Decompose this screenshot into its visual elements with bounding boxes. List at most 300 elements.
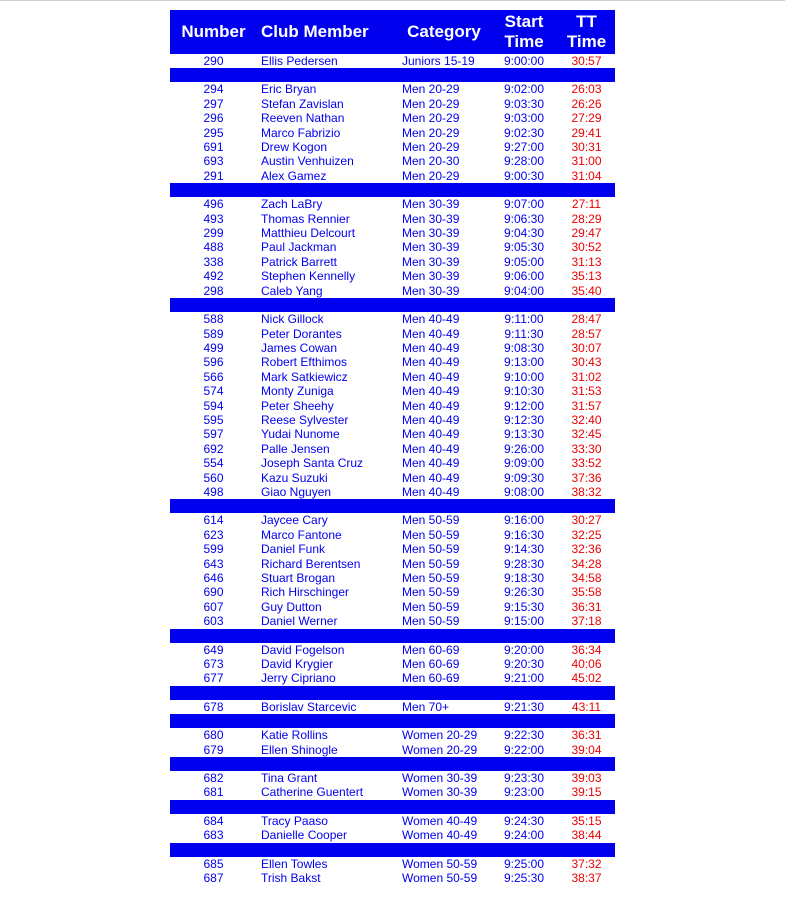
rider-tt-time: 26:03 [571,82,602,97]
separator-bar [170,298,615,312]
rider-start-time: 9:02:30 [503,125,545,140]
table-row [170,355,615,369]
rider-start-time: 9:02:00 [503,82,545,97]
rider-number: 680 [203,728,224,743]
rider-number: 291 [203,168,224,183]
rider-number: 493 [203,211,224,226]
rider-name: Daniel Funk [261,542,326,557]
rider-number: 690 [203,585,224,600]
rider-start-time: 9:09:00 [503,456,545,471]
rider-number: 681 [203,785,224,800]
table-row [170,828,615,842]
header-tt-line1: TT [576,12,597,31]
rider-tt-time: 37:36 [571,470,602,485]
table-header [170,10,615,54]
rider-category: Men 60-69 [402,642,460,657]
rider-tt-time: 30:31 [571,140,602,155]
rider-start-time: 9:21:30 [503,699,545,714]
table-row [170,557,615,571]
table-body [170,54,615,886]
rider-name: Caleb Yang [261,283,323,298]
rider-name: Eric Bryan [261,82,317,97]
rider-start-time: 9:04:30 [503,226,545,241]
rider-name: Tracy Paaso [261,813,328,828]
group-separator [170,499,615,513]
rider-number: 294 [203,82,224,97]
table-row [170,312,615,326]
table-row [170,384,615,398]
rider-name: Joseph Santa Cruz [261,456,364,471]
rider-start-time: 9:28:00 [503,154,545,169]
rider-name: Robert Efthimos [261,355,348,370]
table-row [170,284,615,298]
rider-category: Men 50-59 [402,585,460,600]
rider-name: Rich Hirschinger [261,585,350,600]
rider-tt-time: 30:57 [571,54,602,68]
header-row [170,10,615,54]
rider-tt-time: 38:37 [571,871,602,886]
table-row [170,154,615,168]
rider-number: 673 [203,657,224,672]
rider-category: Women 20-29 [402,728,478,743]
rider-category: Men 30-39 [402,211,460,226]
rider-category: Men 40-49 [402,456,460,471]
rider-category: Men 40-49 [402,384,460,399]
separator-bar [170,499,615,513]
table-row [170,169,615,183]
rider-category: Women 40-49 [402,813,478,828]
rider-start-time: 9:20:30 [503,657,545,672]
rider-number: 693 [203,154,224,169]
header-tt-time [558,10,615,54]
rider-tt-time: 39:03 [571,771,602,786]
rider-start-time: 9:18:30 [503,571,545,585]
rider-tt-time: 28:47 [571,312,602,327]
rider-start-time: 9:23:00 [503,785,545,800]
rider-start-time: 9:24:00 [503,828,545,843]
rider-category: Women 20-29 [402,742,478,757]
rider-number: 679 [203,742,224,757]
rider-tt-time: 33:52 [571,456,602,471]
rider-tt-time: 39:04 [571,742,602,757]
rider-start-time: 9:26:00 [503,441,545,456]
rider-name: Katie Rollins [261,728,328,743]
table-row [170,456,615,470]
rider-tt-time: 34:28 [571,556,602,571]
rider-number: 599 [203,542,224,557]
rider-category: Men 20-29 [402,111,460,126]
table-row [170,82,615,96]
rider-number: 299 [203,226,224,241]
table-row [170,269,615,283]
rider-start-time: 9:15:30 [503,599,545,614]
rider-tt-time: 35:58 [571,585,602,600]
table-row [170,600,615,614]
rider-name: Drew Kogon [261,140,328,155]
rider-name: Ellen Towles [261,856,328,871]
rider-tt-time: 37:32 [571,856,602,871]
rider-tt-time: 31:04 [571,168,602,183]
rider-category: Women 40-49 [402,828,478,843]
rider-start-time: 9:22:00 [503,742,545,757]
header-start-line1: Start [504,12,544,31]
rider-category: Men 20-30 [402,154,460,169]
rider-number: 685 [203,856,224,871]
table-row [170,671,615,685]
rider-tt-time: 45:02 [571,671,602,686]
rider-number: 684 [203,813,224,828]
rider-category: Men 50-59 [402,513,460,528]
rider-tt-time: 38:44 [571,828,602,843]
rider-category: Women 30-39 [402,771,478,786]
rider-category: Men 20-29 [402,140,460,155]
rider-category: Men 20-29 [402,168,460,183]
table-row [170,814,615,828]
rider-category: Men 40-49 [402,355,460,370]
rider-number: 597 [203,427,224,442]
header-start-time [490,10,558,54]
rider-start-time: 9:25:30 [503,871,545,886]
table-row [170,585,615,599]
rider-name: Guy Dutton [261,599,322,614]
rider-start-time: 9:13:00 [503,355,545,370]
rider-name: Tina Grant [261,771,318,786]
rider-start-time: 9:21:00 [503,671,545,686]
separator-bar [170,183,615,197]
rider-name: Trish Bakst [261,871,321,886]
group-separator [170,183,615,197]
rider-tt-time: 39:15 [571,785,602,800]
rider-category: Men 20-29 [402,96,460,111]
rider-category: Men 20-29 [402,82,460,97]
rider-number: 588 [203,312,224,327]
group-separator [170,298,615,312]
separator-bar [170,757,615,771]
rider-category: Men 40-49 [402,326,460,341]
rider-start-time: 9:07:00 [503,197,545,212]
rider-name: Jaycee Cary [261,513,328,528]
rider-name: David Krygier [261,657,334,672]
rider-tt-time: 31:13 [571,254,602,269]
rider-number: 614 [203,513,224,528]
table-row [170,513,615,527]
rider-category: Men 70+ [402,699,450,714]
rider-name: Giao Nguyen [261,484,332,499]
rider-name: Ellis Pedersen [261,54,338,68]
rider-start-time: 9:06:30 [503,211,545,226]
table-row [170,728,615,742]
rider-name: Marco Fabrizio [261,125,341,140]
rider-number: 649 [203,642,224,657]
rider-tt-time: 32:45 [571,427,602,442]
rider-name: Monty Zuniga [261,384,334,399]
rider-number: 643 [203,556,224,571]
table-row [170,97,615,111]
rider-tt-time: 40:06 [571,657,602,672]
rider-number: 295 [203,125,224,140]
group-separator [170,800,615,814]
rider-category: Men 40-49 [402,412,460,427]
rider-number: 589 [203,326,224,341]
table-row [170,857,615,871]
rider-name: Richard Berentsen [261,556,361,571]
table-row [170,413,615,427]
rider-number: 682 [203,771,224,786]
rider-name: James Cowan [261,340,338,355]
rider-name: Paul Jackman [261,240,337,255]
separator-bar [170,843,615,857]
rider-tt-time: 32:40 [571,412,602,427]
rider-name: Borislav Starcevic [261,699,357,714]
rider-tt-time: 26:26 [571,96,602,111]
rider-name: Stefan Zavislan [261,96,344,111]
header-number: Number [170,10,257,54]
rider-number: 595 [203,412,224,427]
rider-tt-time: 27:11 [571,197,602,212]
table-row [170,126,615,140]
rider-tt-time: 31:57 [571,398,602,413]
rider-tt-time: 36:31 [571,599,602,614]
table-row [170,871,615,885]
table-row [170,542,615,556]
rider-category: Men 50-59 [402,556,460,571]
rider-name: Yudai Nunome [261,427,340,442]
table-row [170,528,615,542]
rider-category: Men 50-59 [402,599,460,614]
group-separator [170,843,615,857]
header-category: Category [398,10,490,54]
rider-number: 603 [203,614,224,629]
rider-name: Peter Sheehy [261,398,334,413]
table-row [170,341,615,355]
rider-number: 594 [203,398,224,413]
rider-category: Men 60-69 [402,671,460,686]
table-row [170,111,615,125]
header-tt-line2: Time [566,32,607,51]
rider-category: Men 40-49 [402,427,460,442]
rider-category: Men 40-49 [402,312,460,327]
rider-category: Men 40-49 [402,484,460,499]
separator-bar [170,68,615,82]
table-row [170,226,615,240]
rider-number: 692 [203,441,224,456]
rider-name: Mark Satkiewicz [261,369,348,384]
rider-tt-time: 31:00 [571,154,602,169]
group-separator [170,68,615,82]
results-table [170,10,615,886]
rider-number: 596 [203,355,224,370]
rider-tt-time: 28:29 [571,211,602,226]
rider-start-time: 9:24:30 [503,813,545,828]
table-row [170,427,615,441]
rider-tt-time: 30:43 [571,355,602,370]
rider-number: 488 [203,240,224,255]
rider-number: 554 [203,456,224,471]
rider-number: 297 [203,96,224,111]
group-separator [170,757,615,771]
rider-name: Jerry Cipriano [261,671,336,686]
rider-name: Stuart Brogan [261,571,336,585]
table-row [170,399,615,413]
rider-tt-time: 29:47 [571,226,602,241]
rider-start-time: 9:23:30 [503,771,545,786]
rider-category: Men 50-59 [402,527,460,542]
table-row [170,212,615,226]
rider-category: Juniors 15-19 [402,54,475,68]
rider-name: Patrick Barrett [261,254,338,269]
top-border [0,0,785,1]
rider-start-time: 9:28:30 [503,556,545,571]
rider-tt-time: 31:02 [571,369,602,384]
rider-tt-time: 36:31 [571,728,602,743]
rider-tt-time: 35:40 [571,283,602,298]
rider-category: Men 30-39 [402,269,460,284]
rider-start-time: 9:22:30 [503,728,545,743]
separator-bar [170,686,615,700]
rider-tt-time: 32:36 [571,542,602,557]
rider-start-time: 9:11:30 [504,326,544,341]
rider-name: Matthieu Delcourt [261,226,356,241]
rider-start-time: 9:15:00 [503,614,545,629]
rider-tt-time: 43:11 [571,699,602,714]
rider-name: Ellen Shinogle [261,742,338,757]
rider-name: Reeven Nathan [261,111,345,126]
rider-start-time: 9:04:00 [503,283,545,298]
rider-number: 687 [203,871,224,886]
separator-bar [170,800,615,814]
rider-category: Women 30-39 [402,785,478,800]
rider-name: Nick Gillock [261,312,324,327]
rider-number: 338 [203,254,224,269]
rider-start-time: 9:03:30 [503,96,545,111]
rider-category: Men 40-49 [402,369,460,384]
separator-bar [170,714,615,728]
rider-start-time: 9:10:30 [503,384,545,399]
table-row [170,657,615,671]
table-row [170,785,615,799]
rider-start-time: 9:03:00 [503,111,545,126]
group-separator [170,629,615,643]
rider-number: 290 [203,54,224,68]
rider-start-time: 9:16:30 [503,527,545,542]
rider-start-time: 9:20:00 [503,642,545,657]
rider-name: Danielle Cooper [261,828,348,843]
rider-number: 560 [203,470,224,485]
rider-number: 492 [203,269,224,284]
rider-start-time: 9:08:00 [503,484,545,499]
rider-tt-time: 29:41 [571,125,602,140]
header-club-member: Club Member [257,10,398,54]
rider-name: Thomas Rennier [261,211,350,226]
table-row [170,255,615,269]
rider-tt-time: 30:07 [571,340,602,355]
rider-category: Men 50-59 [402,614,460,629]
rider-category: Men 40-49 [402,441,460,456]
rider-number: 498 [203,484,224,499]
rider-name: Reese Sylvester [261,412,349,427]
rider-number: 683 [203,828,224,843]
table-row [170,54,615,68]
rider-tt-time: 30:27 [571,513,602,528]
rider-name: Kazu Suzuki [261,470,328,485]
rider-number: 298 [203,283,224,298]
rider-number: 496 [203,197,224,212]
rider-name: Austin Venhuizen [261,154,354,169]
rider-tt-time: 36:34 [571,642,602,657]
rider-category: Men 30-39 [402,240,460,255]
rider-tt-time: 35:13 [571,269,602,284]
rider-start-time: 9:14:30 [503,542,545,557]
rider-start-time: 9:12:00 [503,398,545,413]
table-row [170,643,615,657]
separator-bar [170,629,615,643]
rider-number: 566 [203,369,224,384]
rider-start-time: 9:05:30 [503,240,545,255]
rider-category: Men 40-49 [402,470,460,485]
table-row [170,700,615,714]
rider-tt-time: 27:29 [571,111,602,126]
rider-start-time: 9:13:30 [503,427,545,442]
table-row [170,442,615,456]
rider-name: David Fogelson [261,642,345,657]
rider-number: 623 [203,527,224,542]
rider-tt-time: 35:15 [571,813,602,828]
header-start-line2: Time [504,32,544,51]
rider-name: Stephen Kennelly [261,269,356,284]
table-row [170,370,615,384]
rider-category: Men 30-39 [402,226,460,241]
rider-category: Men 50-59 [402,542,460,557]
rider-number: 691 [203,140,224,155]
rider-start-time: 9:27:00 [503,140,545,155]
table-row [170,771,615,785]
rider-start-time: 9:25:00 [503,856,545,871]
rider-start-time: 9:10:00 [503,369,545,384]
rider-tt-time: 31:53 [571,384,602,399]
rider-number: 678 [203,699,224,714]
table-row [170,614,615,628]
rider-name: Zach LaBry [261,197,323,212]
rider-name: Palle Jensen [261,441,330,456]
rider-start-time: 9:05:00 [503,254,545,269]
table-row [170,743,615,757]
group-separator [170,714,615,728]
table-row [170,327,615,341]
rider-start-time: 9:06:00 [503,269,545,284]
rider-number: 296 [203,111,224,126]
table-row [170,197,615,211]
rider-category: Men 30-39 [402,254,460,269]
rider-number: 677 [203,671,224,686]
rider-start-time: 9:26:30 [503,585,545,600]
rider-name: Catherine Guentert [261,785,364,800]
rider-category: Men 40-49 [402,398,460,413]
rider-start-time: 9:08:30 [503,340,545,355]
rider-category: Men 50-59 [402,571,460,585]
table-row [170,571,615,585]
rider-number: 646 [203,571,224,585]
rider-name: Daniel Werner [261,614,338,629]
rider-category: Men 20-29 [402,125,460,140]
rider-tt-time: 32:25 [571,527,602,542]
rider-category: Men 30-39 [402,283,460,298]
rider-start-time: 9:09:30 [503,470,545,485]
rider-start-time: 9:16:00 [503,513,545,528]
rider-tt-time: 34:58 [571,571,602,585]
group-separator [170,686,615,700]
rider-category: Women 50-59 [402,856,478,871]
rider-tt-time: 33:30 [571,441,602,456]
